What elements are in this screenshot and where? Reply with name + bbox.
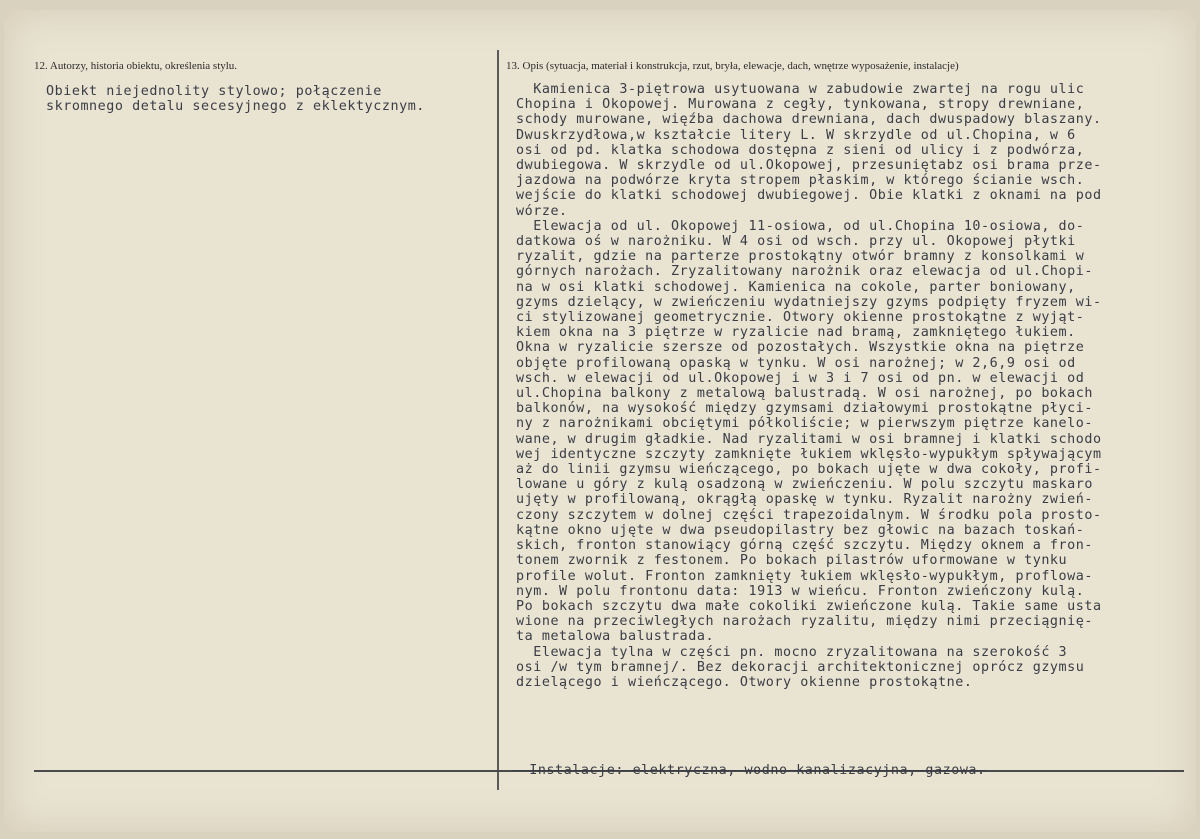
section-13-line: Okna w ryzalicie szersze od pozostałych. Wszystkie okna na piętrze	[516, 340, 1085, 356]
section-12-line: skromnego detalu secesyjnego z eklektycznym.	[46, 99, 425, 115]
struck-installations-line: Instalacje: elektryczna, wodno-kanalizacyjna, gazowa.	[512, 763, 986, 778]
section-13-line: osi /w tym bramnej/. Bez dekoracji architektonicznej oprócz gzymsu	[516, 659, 1085, 675]
section-13-line: kiem okna na 3 piętrze w ryzalicie nad bramą, zamkniętego łukiem.	[516, 325, 1076, 341]
section-13-line: ny z narożnikami obciętymi półkoliście; w pierwszym piętrze kanelo-	[516, 416, 1093, 432]
section-13-line: Chopina i Okopowej. Murowana z cegły, tynkowana, stropy drewniane,	[516, 97, 1085, 113]
section-13-line: Elewacja od ul. Okopowej 11-osiowa, od ul.Chopina 10-osiowa, do-	[516, 218, 1085, 234]
section-13-line: Kamienica 3-piętrowa usytuowana w zabudowie zwartej na rogu ulic	[516, 82, 1085, 97]
section-13-line: wórze.	[516, 203, 568, 219]
section-13-line: profile wolut. Fronton zamknięty łukiem wklęsło-wypukłym, proflowa-	[516, 568, 1093, 584]
section-13-line: lowane u góry z kulą osadzoną w zwieńczeniu. W polu szczytu maskaro	[516, 477, 1093, 493]
section-13-line: wej identyczne szczyty zamknięte łukiem wklęsło-wypukłym spływającym	[516, 446, 1102, 462]
section-13-line: wione na przeciwległych narożach ryzalitu, między nimi przeciągnię-	[516, 614, 1093, 630]
section-13-line: wane, w drugim gładkie. Nad ryzalitami w osi bramnej i klatki schodo	[516, 431, 1102, 447]
section-13-line: datkowa oś w narożniku. W 4 osi od wsch. przy ul. Okopowej płytki	[516, 234, 1076, 250]
section-12-header: 12. Autorzy, historia obiektu, określenia stylu.	[34, 60, 238, 72]
section-13-line: jazdowa na podwórze kryta stropem płaskim, w którego ścianie wsch.	[516, 173, 1085, 189]
section-13-line: ci stylizowanej geometrycznie. Otwory okienne prostokątne z wyjąt-	[516, 310, 1085, 326]
section-13-header: 13. Opis (sytuacja, materiał i konstrukcja, rzut, bryła, elewacje, dach, wnętrze wyposażenie, instalacje)	[506, 60, 959, 72]
section-13-line: czony szczytem w dolnej części trapezoidalnym. W środku pola prosto-	[516, 507, 1102, 523]
section-13-line: skich, fronton stanowiący górną część szczytu. Między oknem a fron-	[516, 538, 1093, 554]
section-13-line: ujęty w profilowaną, okrągłą opaskę w tynku. Ryzalit narożny zwień-	[516, 492, 1093, 508]
section-13-line: gzyms dzielący, w zwieńczeniu wydatniejszy gzyms podpięty fryzem wi-	[516, 294, 1102, 310]
section-13-line: wejście do klatki schodowej dwubiegowej. Obie klatki z oknami na pod	[516, 188, 1102, 204]
section-13-line: balkonów, na wysokość między gzymsami działowymi prostokątne płyci-	[516, 401, 1093, 417]
section-13-line: nym. W polu frontonu data: 1913 w wieńcu. Fronton zwieńczony kulą.	[516, 583, 1085, 599]
section-13-line: dzielącego i wieńczącego. Otwory okienne prostokątne.	[516, 674, 973, 690]
section-13-line: kątne okno ujęte w dwa pseudopilastry bez głowic na bazach toskań-	[516, 522, 1085, 538]
section-13-text	[516, 82, 1196, 690]
section-13-line: ta metalowa balustrada.	[516, 629, 715, 645]
section-13-line: górnych narożach. Zryzalitowany narożnik oraz elewacja od ul.Chopi-	[516, 264, 1093, 280]
section-13-line: ul.Chopina balkony z metalową balustradą. W osi narożnej, po bokach	[516, 386, 1093, 402]
section-13-line: objęte profilowaną opaską w tynku. W osi narożnej; w 2,6,9 osi od	[516, 355, 1076, 371]
section-13-line: na w osi klatki schodowej. Kamienica na cokole, parter boniowany,	[516, 279, 1076, 295]
section-13-line: tonem zwornik z festonem. Po bokach pilastrów uformowane w tynku	[516, 553, 1068, 569]
section-13-line: osi od pd. klatka schodowa dostępna z sieni od ulicy i z podwórza,	[516, 142, 1085, 158]
section-13-line: wsch. w elewacji od ul.Okopowej i w 3 i 7 osi od pn. w elewacji od	[516, 370, 1085, 386]
section-13-line: dwubiegowa. W skrzydle od ul.Okopowej, przesuniętabz osi brama prze-	[516, 158, 1102, 174]
section-13-line: ryzalit, gdzie na parterze prostokątny otwór bramny z konsolkami w	[516, 249, 1085, 265]
column-divider	[497, 50, 499, 790]
section-13-line: schody murowane, więźba dachowa drewniana, dach dwuspadowy blaszany.	[516, 112, 1102, 128]
section-13-line: Elewacja tylna w części pn. mocno zryzalitowana na szerokość 3	[516, 644, 1068, 660]
section-12-text	[46, 84, 496, 114]
section-12-line: Obiekt niejednolity stylowo; połączenie	[46, 84, 382, 99]
section-13-line: aż do linii gzymsu wieńczącego, po bokach ujęte w dwa cokoły, profi-	[516, 462, 1102, 478]
document-sheet	[4, 10, 1196, 832]
section-13-line: Po bokach szczytu dwa małe cokoliki zwieńczone kulą. Takie same usta	[516, 598, 1102, 614]
section-13-line: Dwuskrzydłowa,w kształcie litery L. W skrzydle od ul.Chopina, w 6	[516, 127, 1076, 143]
